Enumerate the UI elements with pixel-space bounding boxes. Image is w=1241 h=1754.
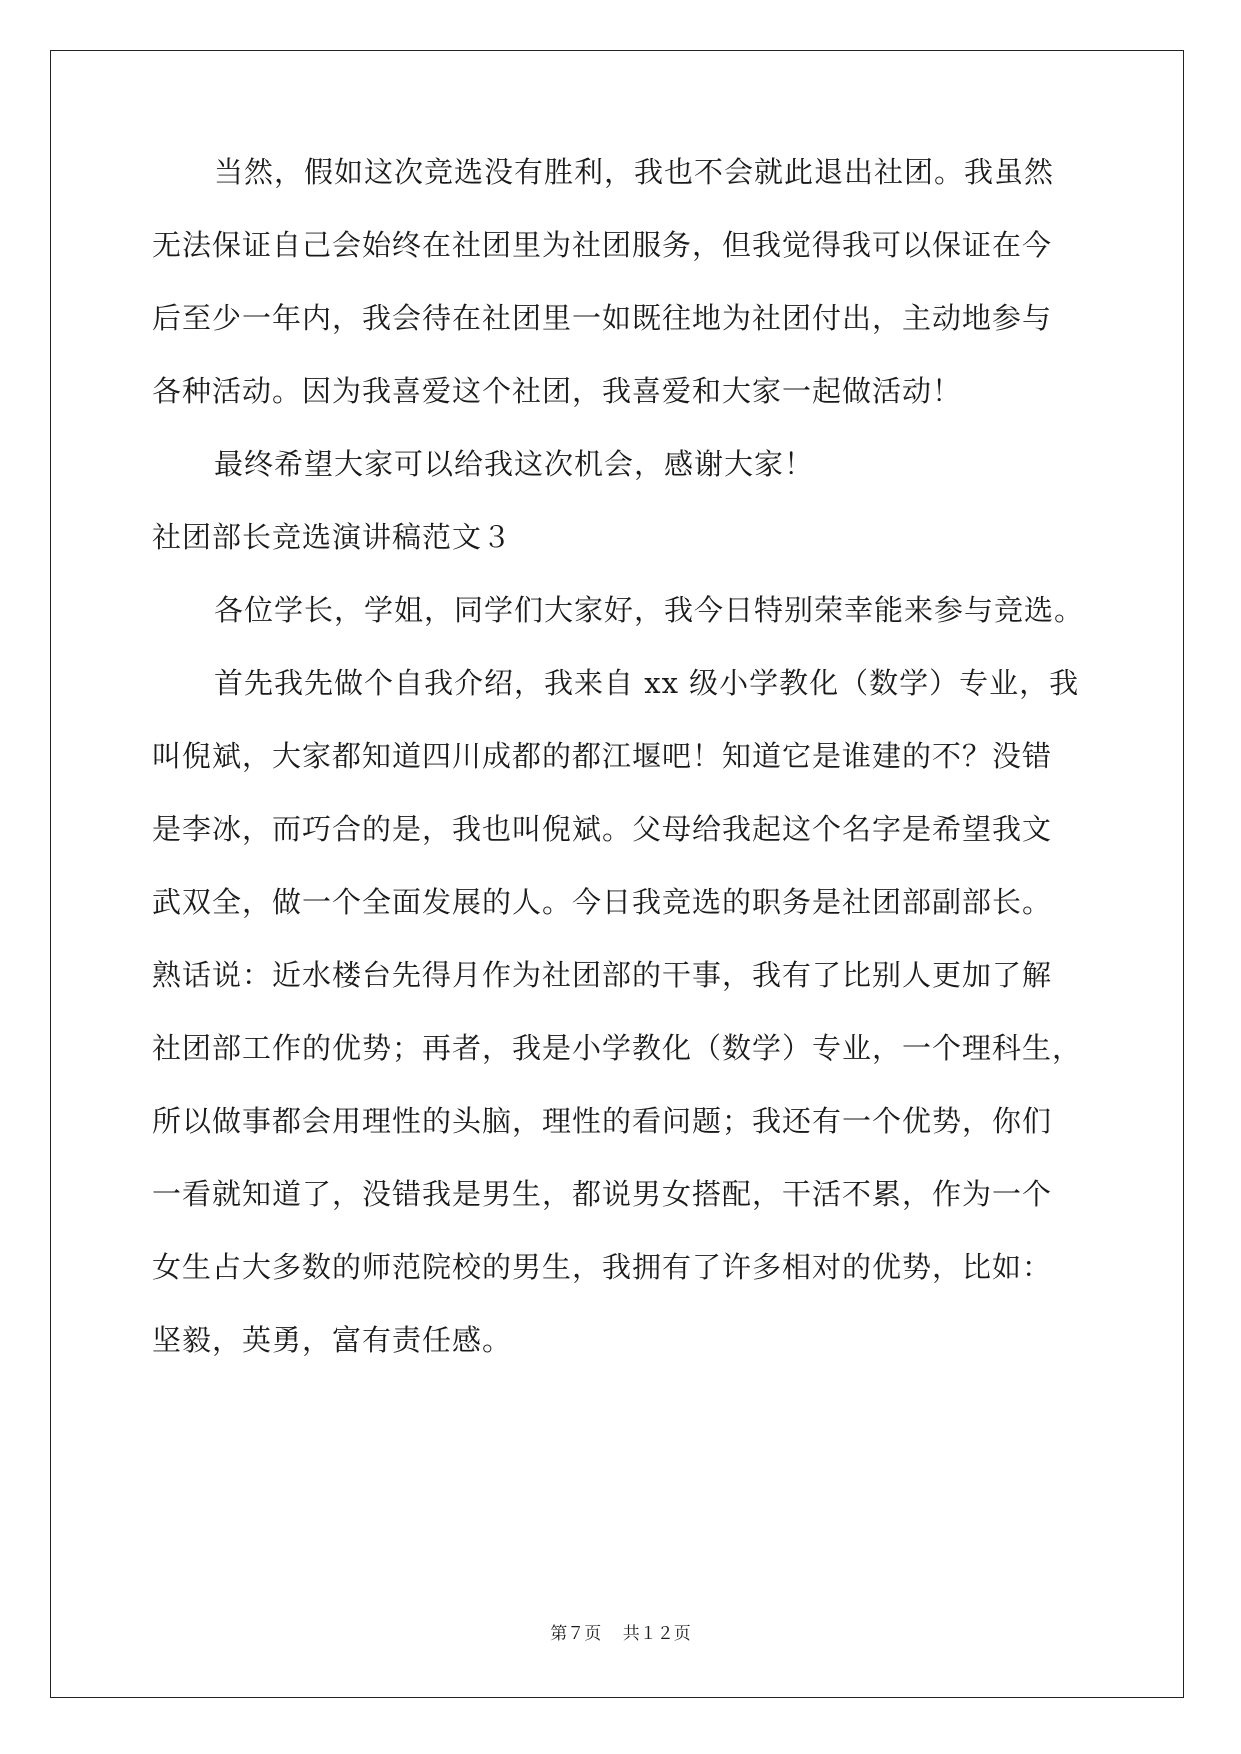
paragraph-line-13: 社团部工作的优势；再者，我是小学教化（数学）专业，一个理科生， <box>152 1031 1083 1065</box>
paragraph-line-11: 武双全，做一个全面发展的人。今日我竞选的职务是社团部副部长。 <box>152 885 1053 919</box>
paragraph-line-12: 熟话说：近水楼台先得月作为社团部的干事，我有了比别人更加了解 <box>152 958 1053 992</box>
paragraph-line-7: 各位学长，学姐，同学们大家好，我今日特别荣幸能来参与竞选。 <box>214 593 1085 627</box>
paragraph-line-1: 当然，假如这次竞选没有胜利，我也不会就此退出社团。我虽然 <box>214 155 1055 189</box>
section-heading: 社团部长竞选演讲稿范文３ <box>152 520 513 554</box>
paragraph-line-17: 坚毅，英勇，富有责任感。 <box>152 1323 513 1357</box>
paragraph-line-5: 最终希望大家可以给我这次机会，感谢大家！ <box>214 447 815 481</box>
page-footer <box>0 1622 1241 1646</box>
paragraph-line-10: 是李冰，而巧合的是，我也叫倪斌。父母给我起这个名字是希望我文 <box>152 812 1053 846</box>
paragraph-line-3: 后至少一年内，我会待在社团里一如既往地为社团付出，主动地参与 <box>152 301 1053 335</box>
paragraph-line-15: 一看就知道了，没错我是男生，都说男女搭配，干活不累，作为一个 <box>152 1177 1053 1211</box>
paragraph-line-4: 各种活动。因为我喜爱这个社团，我喜爱和大家一起做活动！ <box>152 374 963 408</box>
page-number: 第７页 <box>550 1624 602 1644</box>
paragraph-line-14: 所以做事都会用理性的头脑，理性的看问题；我还有一个优势，你们 <box>152 1104 1053 1138</box>
paragraph-line-16: 女生占大多数的师范院校的男生，我拥有了许多相对的优势，比如： <box>152 1250 1053 1284</box>
paragraph-line-9: 叫倪斌，大家都知道四川成都的都江堰吧！知道它是谁建的不？没错 <box>152 739 1053 773</box>
paragraph-line-2: 无法保证自己会始终在社团里为社团服务，但我觉得我可以保证在今 <box>152 228 1053 262</box>
paragraph-line-8: 首先我先做个自我介绍，我来自 xx 级小学教化（数学）专业，我 <box>214 666 1080 700</box>
page-total: 共１２页 <box>622 1624 691 1644</box>
